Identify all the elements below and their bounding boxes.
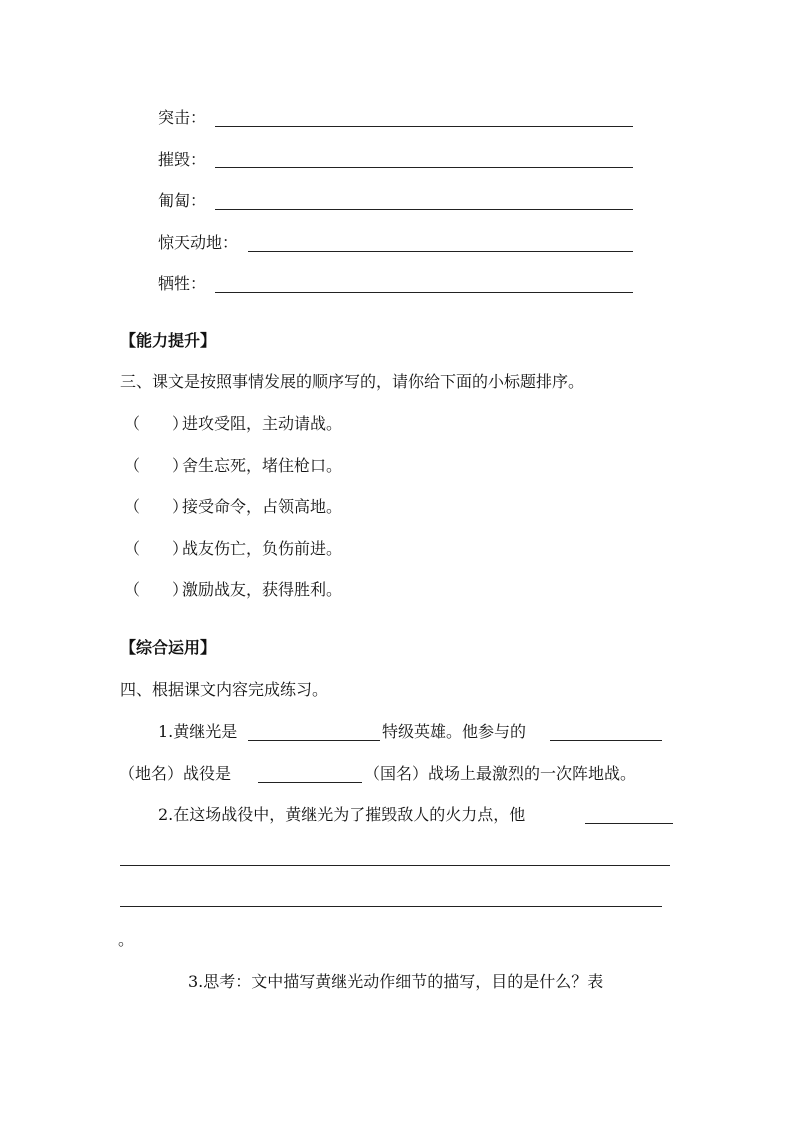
- q1-text-part4: （国名）战场上最激烈的一次阵地战。: [364, 764, 637, 783]
- vocab-word-5: 牺牲：: [158, 274, 207, 293]
- ordering-item: [124, 456, 342, 476]
- q1-text-part3: （地名）战役是: [119, 764, 232, 783]
- ordering-item: [124, 580, 342, 600]
- vocab-answer-line-2[interactable]: [215, 167, 633, 168]
- ordering-item-text: 进攻受阻，主动请战。: [182, 414, 343, 433]
- order-blank[interactable]: （ ）: [124, 580, 189, 599]
- ordering-item-text: 接受命令，占领高地。: [182, 497, 343, 516]
- vocab-word-2: 摧毁：: [158, 150, 207, 169]
- section-heading-ability: 【能力提升】: [120, 331, 217, 350]
- vocab-word-1: 突击：: [158, 108, 207, 127]
- ordering-item-text: 战友伤亡，负伤前进。: [182, 539, 343, 558]
- order-blank[interactable]: （ ）: [124, 414, 189, 433]
- q1-text-part1: 1.黄继光是: [158, 722, 238, 741]
- question-4: 四、根据课文内容完成练习。: [120, 680, 329, 699]
- order-blank[interactable]: （ ）: [124, 539, 189, 558]
- q1-blank-2[interactable]: [550, 740, 662, 741]
- order-blank[interactable]: （ ）: [124, 456, 189, 475]
- ordering-item: [124, 539, 342, 559]
- ordering-item-text: 激励战友，获得胜利。: [182, 580, 343, 599]
- q2-period: 。: [118, 930, 135, 949]
- q2-blank-1[interactable]: [585, 823, 673, 824]
- question-3: 三、课文是按照事情发展的顺序写的，请你给下面的小标题排序。: [120, 372, 585, 391]
- q2-blank-3[interactable]: [120, 906, 662, 907]
- ordering-item: [124, 497, 342, 517]
- vocab-answer-line-1[interactable]: [215, 126, 633, 127]
- q1-blank-1[interactable]: [248, 740, 380, 741]
- vocab-answer-line-4[interactable]: [248, 251, 633, 252]
- vocab-answer-line-3[interactable]: [215, 209, 633, 210]
- q3-text: 3.思考：文中描写黄继光动作细节的描写，目的是什么？表: [188, 972, 604, 991]
- q2-blank-2[interactable]: [120, 865, 670, 866]
- q1-text-part2: 特级英雄。他参与的: [382, 722, 527, 741]
- q1-blank-3[interactable]: [258, 782, 362, 783]
- vocab-answer-line-5[interactable]: [215, 292, 633, 293]
- q2-text: 2.在这场战役中，黄继光为了摧毁敌人的火力点，他: [158, 805, 526, 824]
- ordering-item-text: 舍生忘死，堵住枪口。: [182, 456, 343, 475]
- vocab-word-4: 惊天动地：: [158, 233, 239, 252]
- ordering-item: [124, 414, 342, 434]
- section-heading-apply: 【综合运用】: [120, 638, 217, 657]
- order-blank[interactable]: （ ）: [124, 497, 189, 516]
- vocab-word-3: 匍匐：: [158, 191, 207, 210]
